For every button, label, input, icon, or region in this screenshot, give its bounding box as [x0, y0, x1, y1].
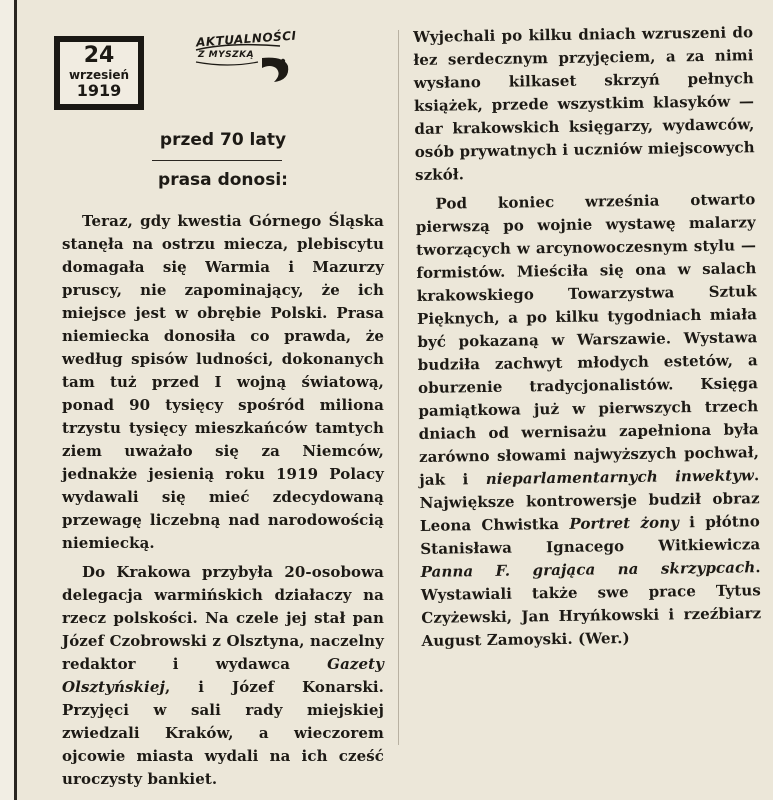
logo-subtitle: Z MYSZKĄ [198, 50, 255, 60]
text-run: Do Krakowa przybyła 20-osobowa delegacja warmińskich działaczy na rzecz polskości. Na czele jej stał pan Józef Czobrowski z Olsztyna, naczelny redaktor i wydawca [62, 563, 384, 673]
column-logo [188, 28, 298, 88]
date-month: wrzesień [68, 68, 130, 82]
text-run: . Wystawiali także swe prace Tytus Czyżewski, Jan Hryńkowski i rzeźbiarz August Zamoyski. [420, 558, 762, 650]
emphasis: nieparlamentarnych inwektyw [485, 466, 755, 489]
paragraph: Wyjechali po kilku dniach wzruszeni do łez serdecznym przyjęciem, a za nimi wysłano kilkaset skrzyń pełnych książek, przede wszystkim klasyków — dar krakowskich księgarzy, wydawców, osób prywatnych i uczniów miejscowych szkół. [413, 23, 755, 184]
author-signature: (Wer.) [577, 629, 630, 648]
column-divider [398, 30, 399, 745]
page-edge [0, 0, 17, 800]
section-subtitle: prasa donosi: [158, 170, 288, 190]
text-run: , i Józef Konarski. Przyjęci w sali rady miejskiej zwiedzali Kraków, a wieczorem ojcowie miasta wydali na ich cześć uroczysty bankiet. [62, 678, 384, 788]
section-title: przed 70 laty [159, 130, 287, 150]
painting-title: Panna F. grająca na skrzypcach [420, 558, 756, 581]
date-box [54, 36, 144, 110]
section-rule [152, 160, 282, 161]
text-run: i płótno Stanisława Ignacego Witkiewicza [420, 512, 761, 558]
painting-title: Portret żony [569, 513, 680, 533]
left-column [62, 210, 384, 791]
paragraph [62, 561, 384, 791]
date-year: 1919 [76, 81, 122, 100]
paragraph [415, 188, 761, 653]
text-run: . Największe kontrowersje budził obraz Leona Chwistka [419, 466, 760, 535]
newspaper-name: Gazety Olsztyńskiej [62, 655, 384, 696]
right-column [413, 21, 762, 653]
date-day: 24 [83, 43, 115, 68]
logo-title: AKTUALNOŚCI [195, 28, 297, 50]
text-run: Pod koniec września otwarto pierwszą po wojnie wystawę malarzy tworzących w arcynowoczesnym stylu — formistów. Mieściła się ona w salach krakowskiego Towarzystwa Sztuk Pięknych, a po kilku tygodniach miała być pokazaną w Warszawie. Wystawa budziła zachwyt młodych estetów, a oburzenie tradycjonalistów. Księga pamiątkowa już w pierwszych trzech dniach od wernisażu zapełniona była zarówno słowami najwyższych pochwał, jak i [415, 190, 760, 489]
paragraph: Teraz, gdy kwestia Górnego Śląska stanęła na ostrzu miecza, plebiscytu domagała się Warmia i Mazurzy pruscy, nie zapominający, że ich miejsce jest w obrębie Polski. Prasa niemiecka donosiła co prawda, że według spisów ludności, dokonanych tam tuż przed I wojną światową, ponad 90 tysięcy spośród miliona trzystu tysięcy mieszkańców tamtych ziem uważało się za Niemców, jednakże jesienią roku 1919 Polacy wydawali się mieć zdecydowaną przewagę liczebną nad narodowością niemiecką. [62, 212, 384, 552]
